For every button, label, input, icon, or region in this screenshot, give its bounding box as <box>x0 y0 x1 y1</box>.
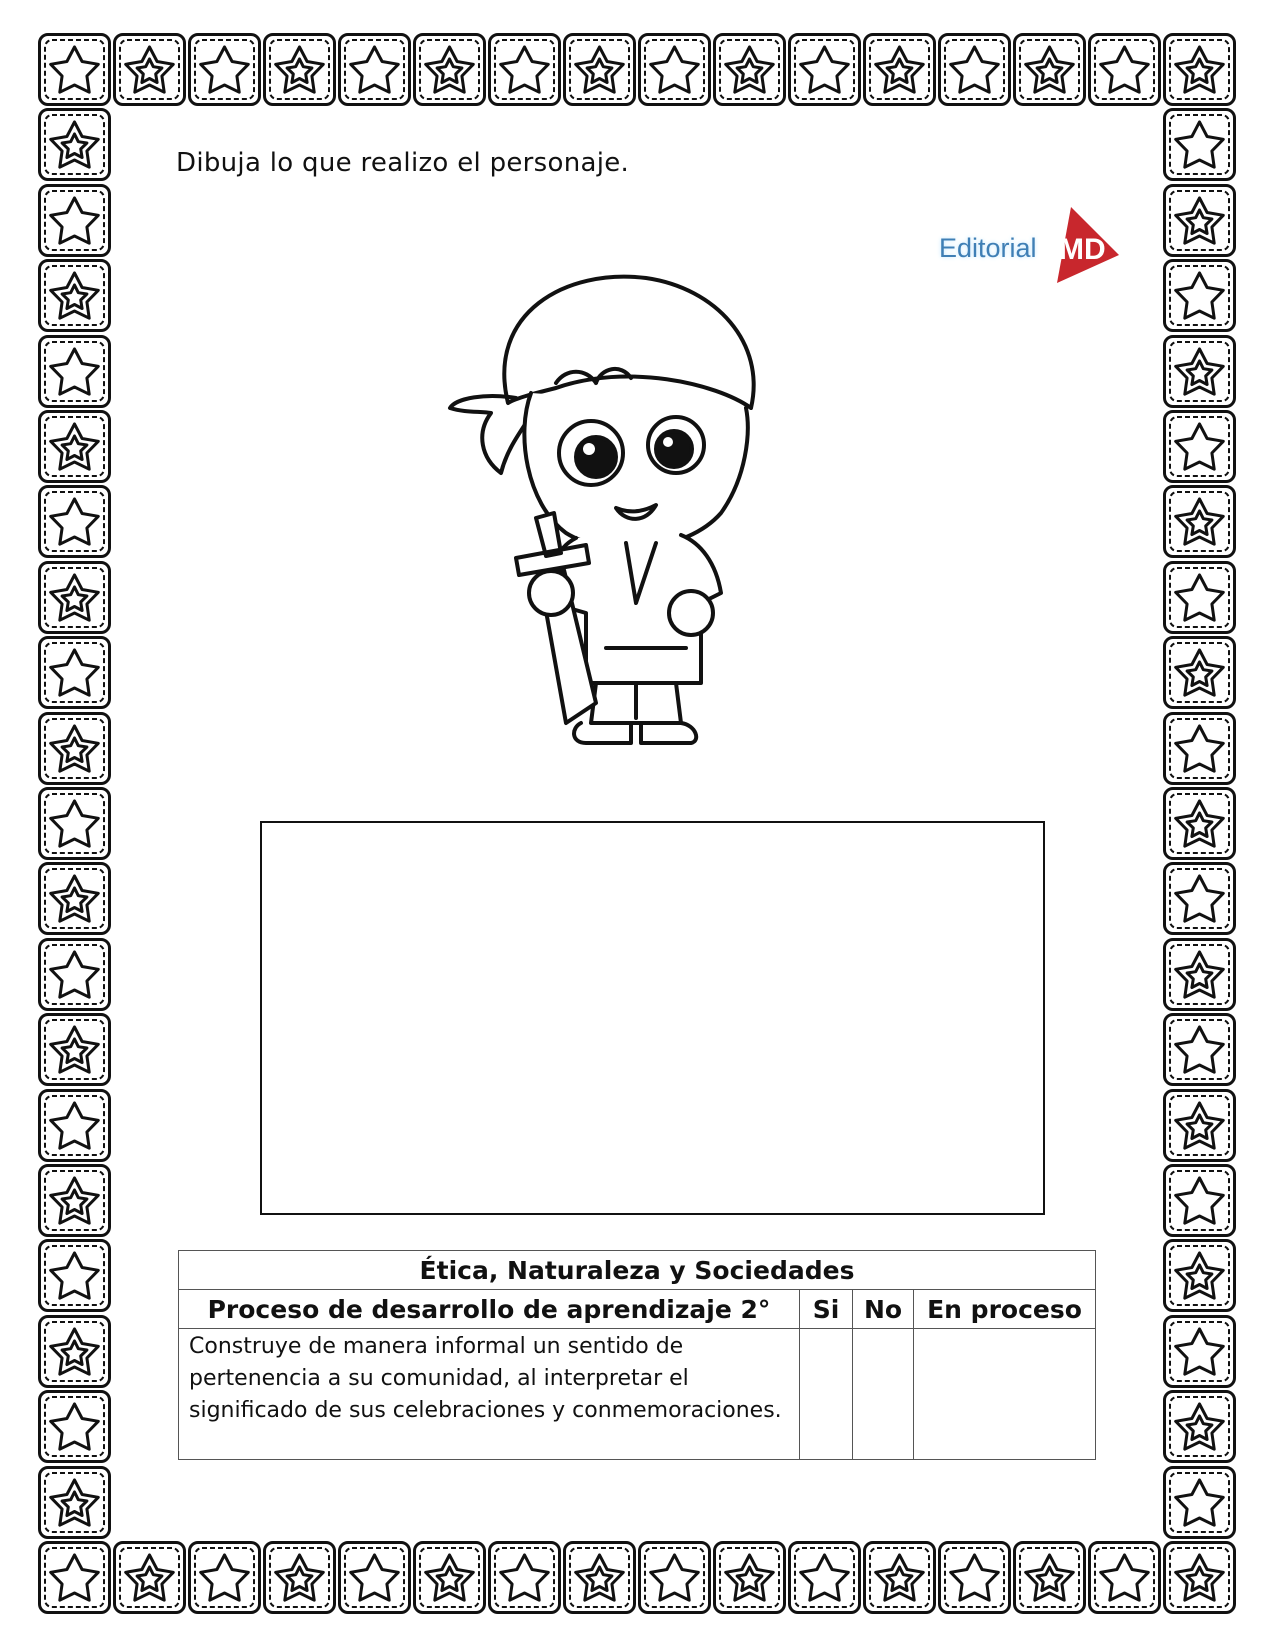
double-star-icon <box>263 33 336 106</box>
star-icon <box>1163 1315 1236 1388</box>
star-icon <box>1163 108 1236 181</box>
star-icon <box>488 1541 561 1614</box>
double-star-icon <box>38 1315 111 1388</box>
star-icon <box>788 33 861 106</box>
star-icon <box>38 1541 111 1614</box>
double-star-icon <box>38 561 111 634</box>
star-icon <box>1163 712 1236 785</box>
header-process: Proceso de desarrollo de aprendizaje 2° <box>179 1290 800 1329</box>
pirate-boy-illustration <box>446 273 806 773</box>
star-icon <box>1163 561 1236 634</box>
table-title: Ética, Naturaleza y Sociedades <box>179 1251 1096 1290</box>
double-star-icon <box>713 33 786 106</box>
cell-no[interactable] <box>853 1329 914 1460</box>
double-star-icon <box>38 259 111 332</box>
star-icon <box>38 1390 111 1463</box>
star-icon <box>38 1239 111 1312</box>
row-description: Construye de manera informal un sentido de pertenencia a su comunidad, al interpretar el significado de sus celebraciones y conmemoraciones. <box>179 1329 800 1460</box>
star-icon <box>1163 1164 1236 1237</box>
double-star-icon <box>1163 787 1236 860</box>
double-star-icon <box>563 33 636 106</box>
double-star-icon <box>863 33 936 106</box>
star-icon <box>1163 259 1236 332</box>
double-star-icon <box>38 1466 111 1539</box>
star-icon <box>1163 1466 1236 1539</box>
md-triangle-logo-icon <box>1043 205 1121 285</box>
star-icon <box>188 1541 261 1614</box>
double-star-icon <box>713 1541 786 1614</box>
header-en-proceso: En proceso <box>914 1290 1096 1329</box>
star-icon <box>488 33 561 106</box>
star-icon <box>38 485 111 558</box>
star-icon <box>1088 33 1161 106</box>
star-icon <box>38 1089 111 1162</box>
double-star-icon <box>413 33 486 106</box>
double-star-icon <box>1163 335 1236 408</box>
double-star-icon <box>38 1013 111 1086</box>
double-star-icon <box>413 1541 486 1614</box>
header-si: Si <box>800 1290 853 1329</box>
star-icon <box>788 1541 861 1614</box>
double-star-icon <box>113 33 186 106</box>
double-star-icon <box>263 1541 336 1614</box>
star-icon <box>38 636 111 709</box>
star-icon <box>638 33 711 106</box>
double-star-icon <box>38 108 111 181</box>
star-icon <box>38 184 111 257</box>
star-icon <box>1163 410 1236 483</box>
double-star-icon <box>1013 1541 1086 1614</box>
table-row <box>179 1329 1096 1460</box>
header-no: No <box>853 1290 914 1329</box>
svg-text:MD: MD <box>1059 233 1106 266</box>
double-star-icon <box>1163 1541 1236 1614</box>
star-icon <box>1163 1013 1236 1086</box>
double-star-icon <box>38 410 111 483</box>
star-icon <box>938 33 1011 106</box>
star-icon <box>1088 1541 1161 1614</box>
double-star-icon <box>38 1164 111 1237</box>
double-star-icon <box>1163 184 1236 257</box>
star-icon <box>38 787 111 860</box>
star-icon <box>188 33 261 106</box>
star-icon <box>38 335 111 408</box>
evaluation-table <box>178 1250 1096 1460</box>
double-star-icon <box>113 1541 186 1614</box>
double-star-icon <box>38 862 111 935</box>
double-star-icon <box>1163 636 1236 709</box>
star-icon <box>38 33 111 106</box>
double-star-icon <box>1013 33 1086 106</box>
star-icon <box>1163 862 1236 935</box>
cell-si[interactable] <box>800 1329 853 1460</box>
instruction-text: Dibuja lo que realizo el personaje. <box>176 148 630 178</box>
double-star-icon <box>1163 1239 1236 1312</box>
logo-text: Editorial <box>939 233 1037 263</box>
double-star-icon <box>1163 485 1236 558</box>
double-star-icon <box>863 1541 936 1614</box>
star-icon <box>38 938 111 1011</box>
drawing-area[interactable] <box>260 821 1045 1215</box>
star-icon <box>638 1541 711 1614</box>
editorial-md-logo <box>935 205 1120 285</box>
double-star-icon <box>1163 1089 1236 1162</box>
double-star-icon <box>1163 33 1236 106</box>
cell-en-proceso[interactable] <box>914 1329 1096 1460</box>
star-icon <box>338 1541 411 1614</box>
double-star-icon <box>1163 1390 1236 1463</box>
star-icon <box>338 33 411 106</box>
star-icon <box>938 1541 1011 1614</box>
double-star-icon <box>1163 938 1236 1011</box>
double-star-icon <box>563 1541 636 1614</box>
double-star-icon <box>38 712 111 785</box>
